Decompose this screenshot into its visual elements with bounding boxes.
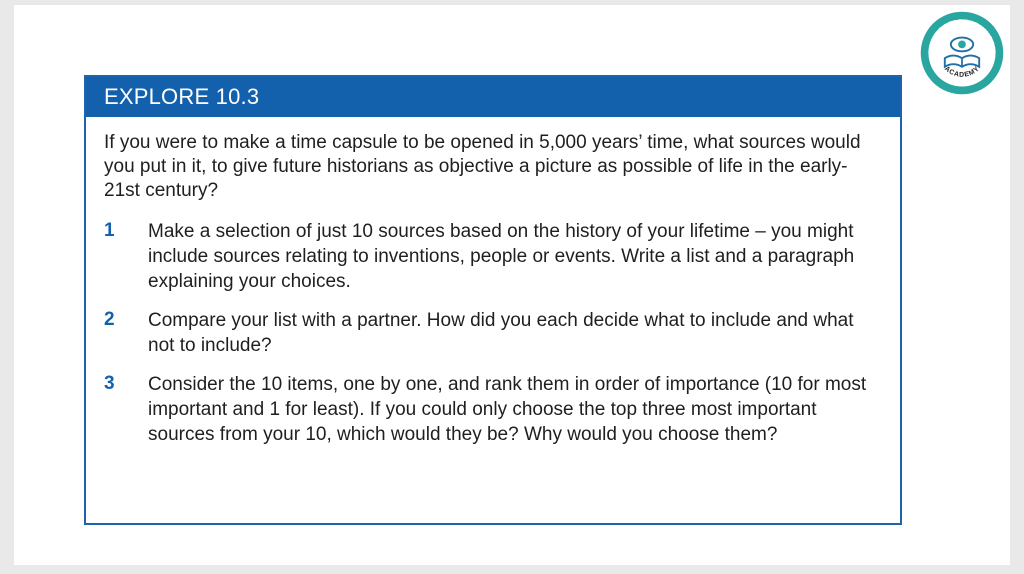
academy-logo	[919, 10, 1005, 96]
explore-box	[84, 75, 902, 525]
svg-text:WWW.GOZDETORUN.COM: WWW.GOZDETORUN.COM	[927, 18, 997, 54]
task-text: Make a selection of just 10 sources based on the history of your lifetime – you might include sources relating to inventions, people or events. Write a list and a paragraph explaining your choices.	[148, 221, 855, 292]
explore-title: EXPLORE 10.3	[86, 77, 900, 117]
task-item-1	[104, 219, 882, 294]
task-text: Consider the 10 items, one by one, and rank them in order of importance (10 for most important and 1 for least). If you could only choose the top three most important sources from your 10, which would they be? Why would you choose them?	[148, 374, 867, 445]
svg-text:ACADEMY: ACADEMY	[942, 65, 982, 79]
slide-page	[14, 5, 1010, 565]
task-text: Compare your list with a partner. How did you each decide what to include and what not to include?	[148, 310, 854, 356]
task-item-3	[104, 372, 882, 447]
task-number: 1	[104, 220, 115, 241]
task-item-2	[104, 308, 882, 358]
task-number: 2	[104, 309, 115, 330]
task-number: 3	[104, 373, 115, 394]
explore-body	[86, 117, 900, 447]
explore-intro: If you were to make a time capsule to be opened in 5,000 years’ time, what sources would you put in it, to give future historians as objective a picture as possible of life in the early-21st century?	[104, 132, 861, 201]
